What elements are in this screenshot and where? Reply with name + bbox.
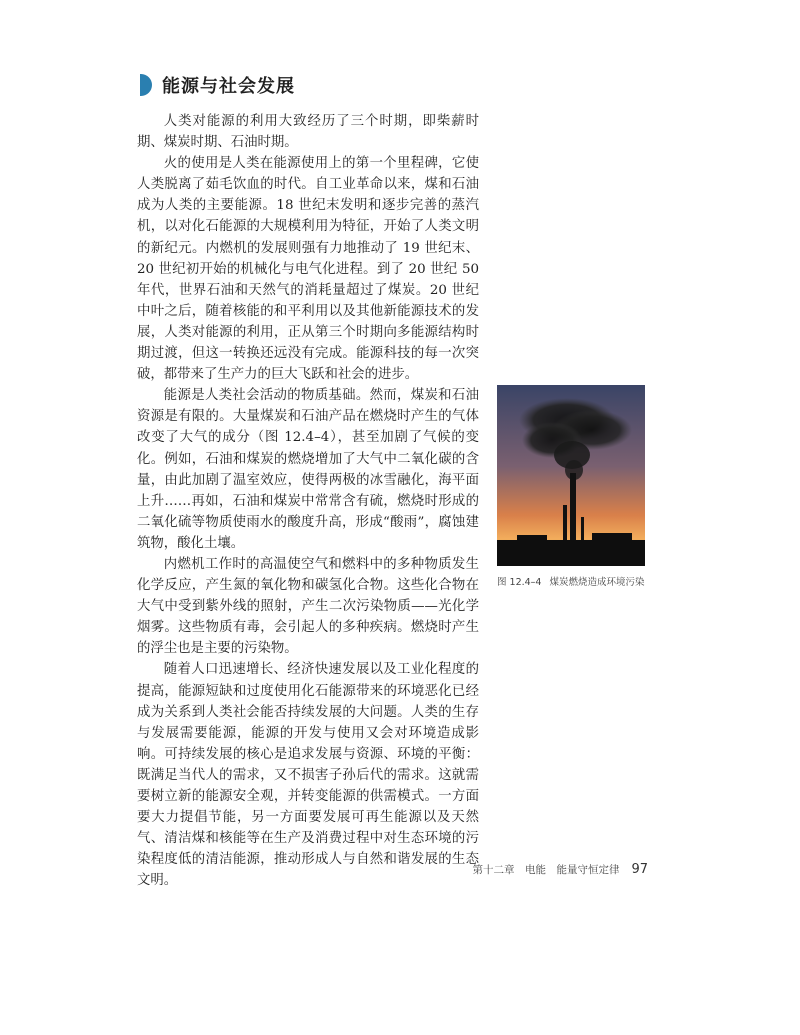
chapter-label: 第十二章 电能 能量守恒定律 [472, 864, 620, 876]
figure-caption-text: 煤炭燃烧造成环境污染 [549, 577, 645, 588]
paragraph-4: 内燃机工作时的高温使空气和燃料中的多种物质发生化学反应，产生氮的氧化物和碳氢化合物。这些化合物在大气中受到紫外线的照射，产生二次污染物质——光化学烟雾。这些物质有毒，会引起人的多种疾病。燃烧时产生的浮尘也是主要的污染物。 [137, 556, 479, 657]
page-footer [472, 862, 648, 877]
paragraph-1: 人类对能源的利用大致经历了三个时期，即柴薪时期、煤炭时期、石油时期。 [137, 114, 479, 151]
figure-caption [497, 574, 657, 588]
paragraph-5: 随着人口迅速增长、经济快速发展以及工业化程度的提高，能源短缺和过度使用化石能源带来的环境恶化已经成为关系到人类社会能否持续发展的大问题。人类的生存与发展需要能源，能源的开发与使用又会对环境造成影响。可持续发展的核心是追求发展与资源、环境的平衡：既满足当代人的需求，又不损害子孙后代的需求。这就需要树立新的能源安全观，并转变能源的供需模式。一方面要大力提倡节能，另一方面要发展可再生能源以及天然气、清洁煤和核能等在生产及消费过程中对生态环境的污染程度低的清洁能源，推动形成人与自然和谐发展的生态文明。 [137, 662, 479, 889]
figure-number: 图 12.4–4 [497, 577, 542, 588]
page-number: 97 [631, 862, 648, 877]
body-text [137, 111, 479, 891]
smokestack-image [497, 385, 645, 566]
pollution-photo [497, 385, 645, 566]
section-marker [140, 74, 152, 96]
paragraph-2: 火的使用是人类在能源使用上的第一个里程碑，它使人类脱离了茹毛饮血的时代。自工业革命以来，煤和石油成为人类的主要能源。18 世纪末发明和逐步完善的蒸汽机，以对化石能源的大规模利用为特征，开始了人类文明的新纪元。内燃机的发展则强有力地推动了 19 世纪末、20 世纪初开始的机械化与电气化进程。到了 20 世纪 50 年代，世界石油和天然气的消耗量超过了煤炭。20 世纪中叶之后，随着核能的和平利用以及其他新能源技术的发展，人类对能源的利用，正从第三个时期向多能源结构时期过渡，但这一转换还远没有完成。能源科技的每一次突破，都带来了生产力的巨大飞跃和社会的进步。 [137, 156, 479, 383]
section-header [140, 72, 295, 98]
paragraph-3: 能源是人类社会活动的物质基础。然而，煤炭和石油资源是有限的。大量煤炭和石油产品在燃烧时产生的气体改变了大气的成分（图 12.4–4），甚至加剧了气候的变化。例如，石油和煤炭的燃烧增加了大气中二氧化碳的含量，由此加剧了温室效应，使得两极的冰雪融化，海平面上升……再如，石油和煤炭中常常含有硫，燃烧时形成的二氧化硫等物质使雨水的酸度升高，形成“酸雨”，腐蚀建筑物，酸化土壤。 [137, 388, 479, 551]
section-title: 能源与社会发展 [162, 76, 295, 97]
